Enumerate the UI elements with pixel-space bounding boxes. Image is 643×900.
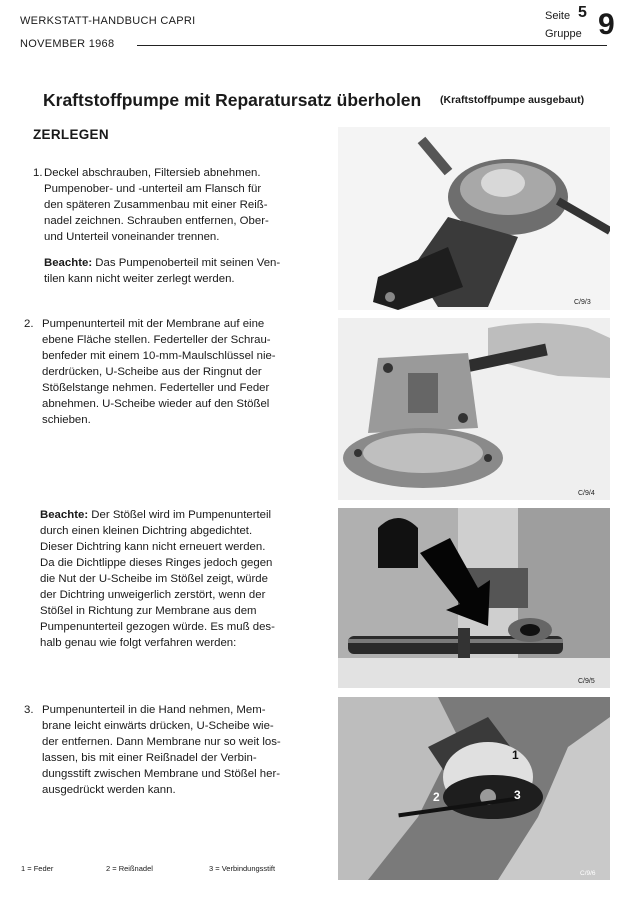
figure-caption: C/9/4 <box>578 490 595 497</box>
legend-item: 1 = Feder <box>21 864 54 873</box>
figure-wrench <box>338 318 610 500</box>
text-line: durch einen kleinen Dichtring abgedichtet. <box>40 525 253 537</box>
figure-caption: C/9/6 <box>580 870 596 877</box>
figure-fuel-pump <box>338 127 610 310</box>
text-line: der entfernen. Dann Membrane nur so weit los- <box>42 736 281 748</box>
page-number: 5 <box>578 4 587 21</box>
figure-caption: C/9/5 <box>578 678 595 685</box>
text-line: dungsstift zwischen Membrane und Stößel her- <box>42 768 281 780</box>
note-1 <box>44 255 306 287</box>
note-label: Beachte: <box>40 509 89 521</box>
text-line: brane leicht einwärts drücken, U-Scheibe wie- <box>42 720 274 732</box>
callout-label: 1 <box>512 748 519 762</box>
page-label: Seite <box>545 10 571 22</box>
note-2 <box>40 507 302 651</box>
text-line: den späteren Zusammenbau mit einer Reiß- <box>44 199 268 211</box>
text-line: Stößel in Richtung zur Membrane aus dem <box>40 605 257 617</box>
callout-label: 3 <box>514 788 521 802</box>
legend-item: 2 = Reißnadel <box>106 864 153 873</box>
page-subtitle: (Kraftstoffpumpe ausgebaut) <box>440 94 585 106</box>
hands-photo <box>338 697 610 880</box>
text-line: Der Stößel wird im Pumpenunterteil <box>91 509 272 521</box>
cutaway-photo <box>338 508 610 688</box>
text-line: Dieser Dichtring kann nicht erneuert werden. <box>40 541 266 553</box>
text-line: die Nut der U-Scheibe im Stößel zeigt, würde <box>40 573 268 585</box>
text-line: nadel zeichnen. Schrauben entfernen, Ober- <box>44 215 269 227</box>
section-heading: ZERLEGEN <box>33 127 109 142</box>
text-line: benfeder mit einem 10-mm-Maulschlüssel nie- <box>42 350 276 362</box>
page-title: Kraftstoffpumpe mit Reparatursatz überholen <box>43 90 422 110</box>
note-label: Beachte: <box>44 257 93 269</box>
group-number: 9 <box>598 8 615 41</box>
legend-item: 3 = Verbindungsstift <box>209 864 276 873</box>
text-line: ebene Fläche stellen. Federteller der Schrau- <box>42 334 271 346</box>
figure-caption: C/9/3 <box>574 299 591 306</box>
wrench-photo <box>338 318 610 500</box>
text-line: und Unterteil voneinander trennen. <box>44 231 220 243</box>
text-line: schieben. <box>42 414 91 426</box>
step-2-text <box>42 316 304 428</box>
text-line: Pumpenober- und -unterteil am Flansch für <box>44 183 262 195</box>
step-1-text <box>44 165 306 245</box>
group-label: Gruppe <box>545 28 582 40</box>
text-line: Das Pumpenoberteil mit seinen Ven- <box>95 257 281 269</box>
step-number: 2. <box>24 318 34 330</box>
header-rule <box>137 45 607 46</box>
text-line: Pumpenunterteil gezogen würde. Es muß des- <box>40 621 275 633</box>
edition-date: NOVEMBER 1968 <box>20 38 115 50</box>
text-line: derdrücken, U-Scheibe aus der Ringnut der <box>42 366 262 378</box>
callout-label: 2 <box>433 790 440 804</box>
text-line: Pumpenunterteil in die Hand nehmen, Mem- <box>42 704 266 716</box>
text-line: lassen, bis mit einer Reißnadel der Verbin- <box>42 752 257 764</box>
text-line: abnehmen. U-Scheibe wieder auf den Stößel <box>42 398 270 410</box>
text-line: Stößelstange nehmen. Federteller und Feder <box>42 382 270 394</box>
text-line: Deckel abschrauben, Filtersieb abnehmen. <box>44 167 261 179</box>
step-3-text <box>42 702 304 798</box>
text-line: der Dichtring unweigerlich zerstört, wenn der <box>40 589 266 601</box>
text-line: ausgedrückt werden kann. <box>42 784 176 796</box>
manual-title: WERKSTATT-HANDBUCH CAPRI <box>20 15 196 27</box>
text-line: Da die Dichtlippe dieses Ringes jedoch gegen <box>40 557 273 569</box>
figure-cutaway <box>338 508 610 688</box>
text-line: Pumpenunterteil mit der Membrane auf eine <box>42 318 265 330</box>
figure-hands <box>338 697 610 880</box>
text-line: tilen kann nicht weiter zerlegt werden. <box>44 273 235 285</box>
fuel-pump-photo <box>338 127 610 310</box>
text-line: halb genau wie folgt verfahren werden: <box>40 637 237 649</box>
step-number: 3. <box>24 704 34 716</box>
step-number: 1. <box>33 167 43 179</box>
